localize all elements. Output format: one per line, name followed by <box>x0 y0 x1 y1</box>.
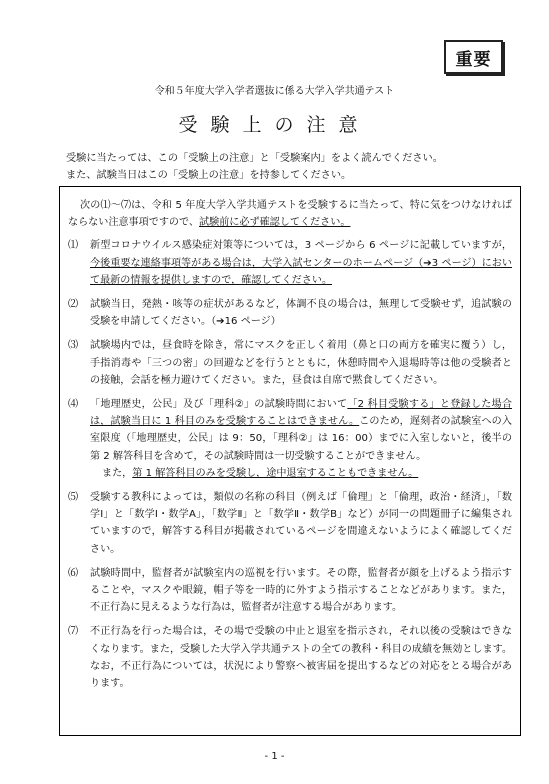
notice-item-5 <box>68 489 512 558</box>
notice-item-1 <box>68 237 512 289</box>
intro-line: また、試験当日はこの「受験上の注意」を持参してください。 <box>66 170 352 181</box>
notice-lead: 次の⑴～⑺は、令和 5 年度大学入学共通テストを受験するに当たって、特に気をつけなければならない注意事項ですので、試験前に必ず確認してください。 <box>68 200 512 229</box>
item-text: 試験当日，発熱・咳等の症状があるなど，体調不良の場合は，無理して受験せず，追試験の受験を申請してください。（➔16 ページ） <box>90 299 512 328</box>
item-number: ⑷ <box>68 399 79 411</box>
item-number: ⑶ <box>68 340 79 352</box>
notice-item-2 <box>68 296 512 330</box>
item-number: ⑵ <box>68 299 79 311</box>
item-text: 新型コロナウイルス感染症対策等については，3 ページから 6 ページに記載していますが，今後重要な連絡事項等がある場合は，大学入試センターのホームページ（➔3 ページ）において最新の情報を提供しますので，確認してください。 <box>90 240 512 286</box>
item-number: ⑴ <box>68 240 79 252</box>
intro-line: 受験に当たっては、この「受験上の注意」と「受験案内」をよく読んでください。 <box>66 153 443 164</box>
page-number: - 1 - <box>264 751 285 762</box>
important-stamp: 重要 <box>444 40 503 74</box>
notice-item-6 <box>68 565 512 617</box>
item-text: 試験時間中，監督者が試験室内の巡視を行います。その際，監督者が顔を上げるよう指示することや，マスクや眼鏡，帽子等を一時的に外すよう指示することなどがあります。また，不正行為に見えるような行為は，監督者が注意する場合があります。 <box>90 567 512 614</box>
item-number: ⑺ <box>68 626 79 638</box>
document-title: 受験上の注意 <box>178 114 371 136</box>
item-text: 受験する教科によっては，類似の名称の科目（例えば「倫理」と「倫理，政治・経済」，「数学Ⅰ」と「数学Ⅰ・数学A」，「数学Ⅱ」と「数学Ⅱ・数学B」など）が同一の問題冊子に編集されていますので，解答する科目が掲載されているページを間違えないようによく確認してください。 <box>90 492 512 555</box>
item-text: 「地理歴史，公民」及び「理科②」の試験時間において「2 科目受験する」と登録した場合は，試験当日に 1 科目のみを受験することはできません。このため，遅刻者の試験室への入室限度（「地理歴史，公民」は 9：50，「理科②」は 16：00）までに入室しないと，後半の第 2 解答科目を含めて，その試験時間は一切受験することができません。 また，第 1 解答科目のみを受験し，途中退室することもできません。 <box>90 399 512 479</box>
notice-item-3 <box>68 337 512 389</box>
document-subtitle: 令和５年度大学入学者選抜に係る大学入学共通テスト <box>154 86 395 97</box>
item-text: 試験場内では，昼食時を除き，常にマスクを正しく着用（鼻と口の両方を確実に覆う）し，手指消毒や「三つの密」の回避などを行うとともに，休憩時間や入退場時等は他の受験者との接触，会話を極力避けてください。また，昼食は自席で黙食してください。 <box>90 340 512 386</box>
item-text: 不正行為を行った場合は，その場で受験の中止と退室を指示され，それ以後の受験はできなくなります。また，受験した大学入学共通テストの全ての教科・科目の成績を無効とします。なお，不正行為については，状況により警察へ被害届を提出するなどの対応をとる場合があります。 <box>90 626 512 690</box>
notice-item-7 <box>68 623 512 692</box>
intro-text <box>66 150 443 184</box>
item-number: ⑸ <box>68 492 79 504</box>
item-number: ⑹ <box>68 567 79 579</box>
notice-box <box>59 186 521 736</box>
notice-item-4 <box>68 396 512 482</box>
